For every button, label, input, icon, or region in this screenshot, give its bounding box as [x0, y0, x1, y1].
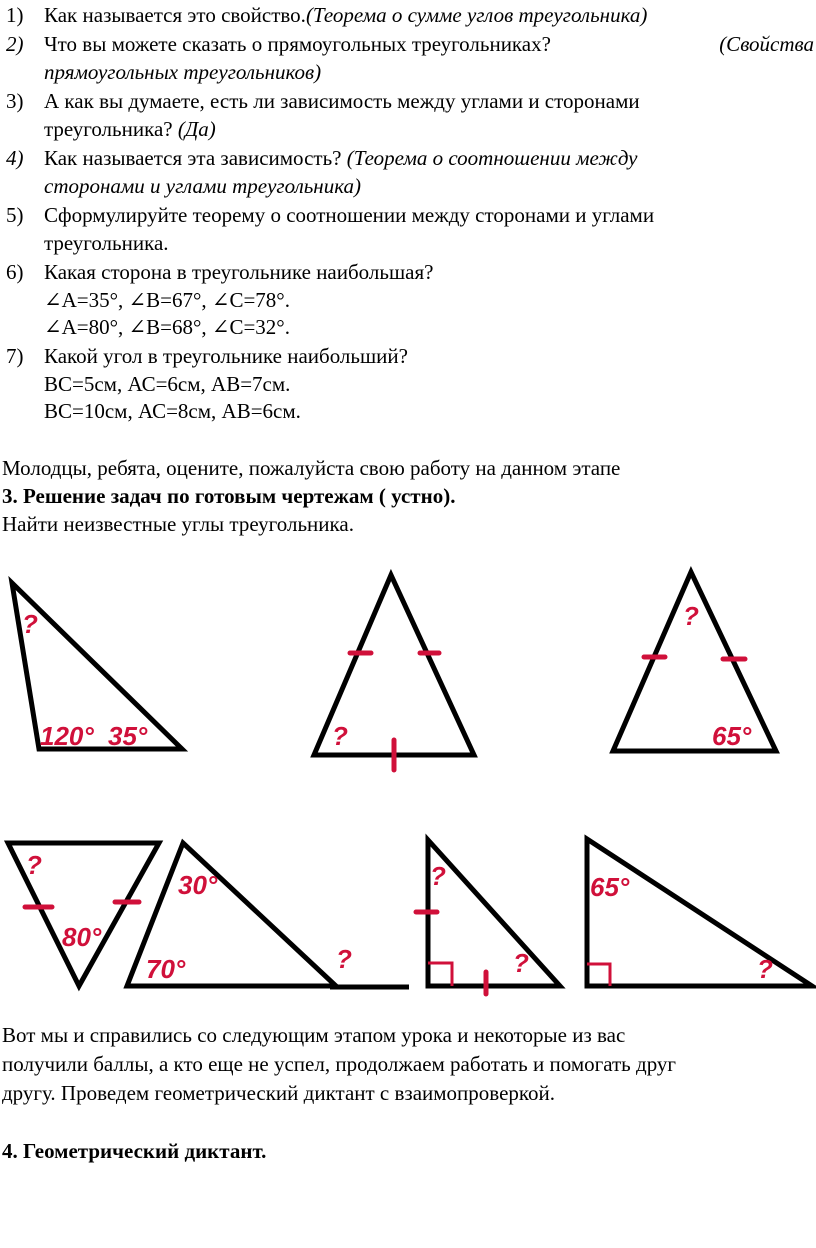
angle-label: 70°	[146, 954, 186, 984]
angle-label: ?	[757, 954, 773, 984]
question-answer: (Да)	[177, 117, 216, 141]
angle-icon: ∠	[44, 315, 62, 339]
question-answer-cont: сторонами и углами треугольника)	[44, 174, 362, 198]
question-number: 6)	[6, 260, 24, 284]
right-angle-mark-7	[587, 964, 610, 986]
angle-label: 30°	[178, 870, 218, 900]
angle-label: ?	[332, 721, 348, 751]
angle-label: 65°	[712, 721, 752, 751]
triangle-1	[12, 583, 182, 749]
paragraph-line-3: другу. Проведем геометрический диктант с взаимопроверкой.	[2, 1081, 556, 1105]
question-text: Как называется это свойство.	[44, 3, 306, 27]
question-number: 5)	[6, 203, 24, 227]
angle-label: 65°	[590, 872, 630, 902]
question-answer: (Теорема о соотношении между	[346, 146, 638, 170]
paragraph-line-1: Вот мы и справились со следующим этапом урока и некоторые из вас	[2, 1023, 626, 1047]
sides-list: ВС=5см, АС=6см, АВ=7см.	[44, 372, 291, 396]
angle-label: ?	[683, 601, 699, 631]
angle-label: ?	[513, 948, 529, 978]
question-answer-cont: прямоугольных треугольников)	[44, 60, 322, 84]
question-text: Что вы можете сказать о прямоугольных треугольниках?	[44, 32, 551, 56]
question-text: Сформулируйте теорему о соотношении между сторонами и углами	[44, 203, 655, 227]
angle-icon: ∠	[44, 288, 62, 312]
angles-list: A=80°, ∠B=68°, ∠C=32°.	[61, 315, 290, 339]
sides-list: ВС=10см, АС=8см, АВ=6см.	[44, 399, 301, 423]
question-number: 7)	[6, 344, 24, 368]
task-3-text: Найти неизвестные углы треугольника.	[2, 512, 354, 536]
question-number: 1)	[6, 3, 24, 27]
question-text: Какая сторона в треугольнике наибольшая?	[44, 260, 434, 284]
right-angle-mark-6	[428, 963, 452, 986]
angle-label: ?	[336, 944, 352, 974]
question-text: А как вы думаете, есть ли зависимость между углами и сторонами	[44, 89, 640, 113]
question-answer: (Свойства	[719, 32, 814, 56]
question-text-cont: треугольника.	[44, 231, 169, 255]
question-text: Как называется эта зависимость?	[44, 146, 342, 170]
angle-label: 35°	[108, 721, 148, 751]
angle-label: 80°	[62, 922, 102, 952]
question-number: 3)	[6, 89, 24, 113]
praise-text: Молодцы, ребята, оцените, пожалуйста свою работу на данном этапе	[2, 456, 621, 480]
question-answer: (Теорема о сумме углов треугольника)	[305, 3, 648, 27]
section-3-heading: 3. Решение задач по готовым чертежам ( устно).	[2, 484, 456, 508]
paragraph-line-2: получили баллы, а кто еще не успел, продолжаем работать и помогать друг	[2, 1052, 677, 1076]
angle-label: ?	[22, 609, 38, 639]
section-4-heading: 4. Геометрический диктант.	[2, 1139, 267, 1163]
angle-label: 120°	[40, 721, 94, 751]
triangle-3	[613, 572, 776, 751]
angles-list: A=35°, ∠B=67°, ∠C=78°.	[61, 288, 290, 312]
angle-label: ?	[430, 861, 446, 891]
question-number: 2)	[6, 32, 24, 56]
angle-label: ?	[26, 850, 42, 880]
question-text: Какой угол в треугольнике наибольший?	[44, 344, 408, 368]
triangle-7	[587, 839, 812, 986]
question-number: 4)	[6, 146, 24, 170]
question-text-cont: треугольника?	[44, 117, 173, 141]
